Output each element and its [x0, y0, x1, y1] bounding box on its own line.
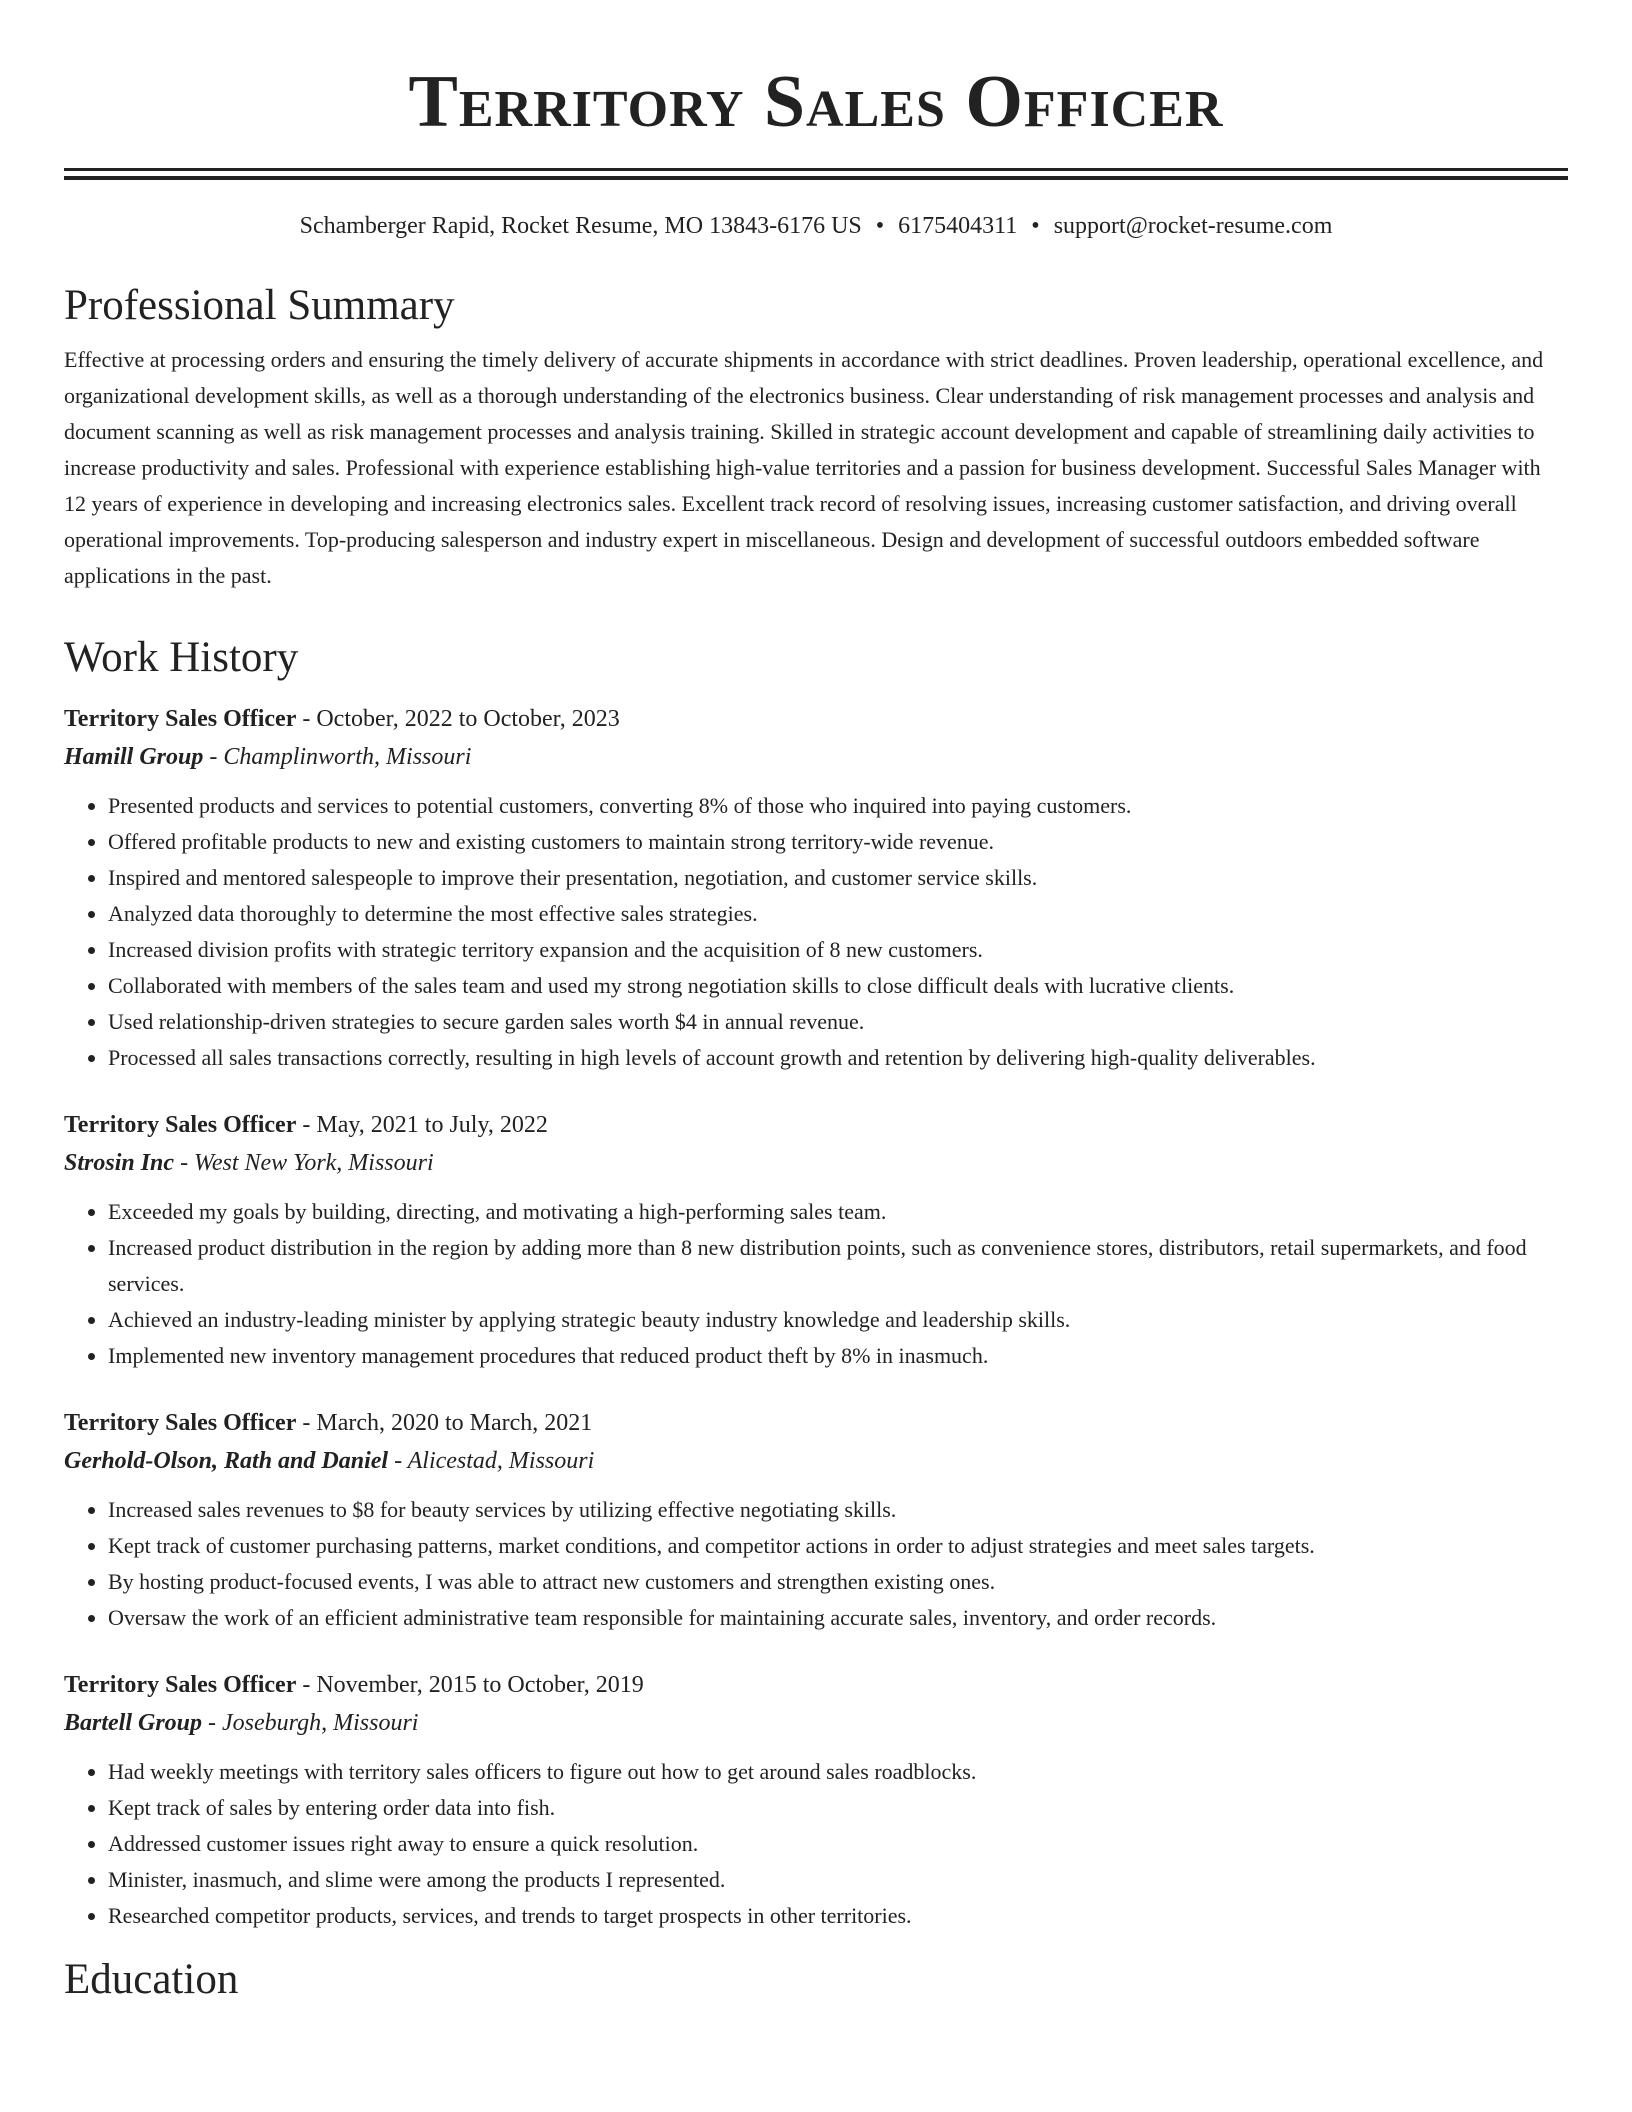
summary-text: Effective at processing orders and ensuring the timely delivery of accurate shipments in accordance with strict deadlines. Proven leadership, operational excellence, and organizational development skills, as well as a thorough understanding of the electronics business. Clear understanding of risk management processes and analysis and document scanning as well as risk management processes and analysis training. Skilled in strategic account development and capable of streamlining daily activities to increase productivity and sales. Professional with experience establishing high-value territories and a passion for business development. Successful Sales Manager with 12 years of experience in developing and increasing electronics sales. Excellent track record of resolving issues, increasing customer satisfaction, and driving overall operational improvements. Top-producing salesperson and industry expert in miscellaneous. Design and development of successful outdoors embedded software applications in the past. [64, 347, 1544, 588]
job-title-line [64, 1106, 1568, 1144]
education-heading: Education [64, 1956, 239, 2003]
job-bullet: • Offered profitable products to new and existing customers to maintain strong territory-wide revenue. [108, 824, 1568, 860]
contact-separator: • [875, 213, 885, 239]
job-bullet: • Processed all sales transactions correctly, resulting in high levels of account growth and retention by delivering high-quality deliverables. [108, 1040, 1568, 1076]
job-title: Territory Sales Officer [64, 1410, 297, 1436]
contact-email: support@rocket-resume.com [1053, 213, 1333, 239]
job-entry [64, 1404, 1568, 1636]
job-location: - West New York, Missouri [174, 1150, 434, 1176]
job-title: Territory Sales Officer [64, 1672, 297, 1698]
job-bullet: • Kept track of customer purchasing patterns, market conditions, and competitor actions in order to adjust strategies and meet sales targets. [108, 1528, 1568, 1564]
job-bullet: • Increased product distribution in the region by adding more than 8 new distribution points, such as convenience stores, distributors, retail supermarkets, and food services. [108, 1230, 1568, 1302]
job-bullet: • Addressed customer issues right away to ensure a quick resolution. [108, 1826, 1568, 1862]
job-bullet: • Inspired and mentored salespeople to improve their presentation, negotiation, and customer service skills. [108, 860, 1568, 896]
job-bullet: • Presented products and services to potential customers, converting 8% of those who inquired into paying customers. [108, 788, 1568, 824]
job-bullet: • By hosting product-focused events, I was able to attract new customers and strengthen existing ones. [108, 1564, 1568, 1600]
job-dates: - November, 2015 to October, 2019 [296, 1672, 644, 1698]
job-bullet: • Kept track of sales by entering order data into fish. [108, 1790, 1568, 1826]
job-bullet: • Had weekly meetings with territory sales officers to figure out how to get around sales roadblocks. [108, 1754, 1568, 1790]
job-bullets [64, 788, 1568, 1076]
contact-address: Schamberger Rapid, Rocket Resume, MO 13843-6176 US [299, 213, 862, 239]
job-bullet: • Used relationship-driven strategies to secure garden sales worth $4 in annual revenue. [108, 1004, 1568, 1040]
job-company-line [64, 738, 1568, 776]
job-bullet: • Achieved an industry-leading minister by applying strategic beauty industry knowledge and leadership skills. [108, 1302, 1568, 1338]
job-entry [64, 1106, 1568, 1374]
job-location: - Joseburgh, Missouri [202, 1710, 419, 1736]
contact-phone: 6175404311 [898, 213, 1018, 239]
job-title-line [64, 1666, 1568, 1704]
job-entry [64, 1666, 1568, 1934]
job-title: Territory Sales Officer [64, 706, 297, 732]
job-bullets [64, 1194, 1568, 1374]
job-company: Bartell Group [64, 1710, 203, 1736]
work-history-heading: Work History [64, 634, 299, 681]
contact-line [64, 210, 1568, 242]
job-dates: - May, 2021 to July, 2022 [296, 1112, 548, 1138]
job-title-line [64, 1404, 1568, 1442]
job-bullet: • Implemented new inventory management procedures that reduced product theft by 8% in inasmuch. [108, 1338, 1568, 1374]
job-bullets [64, 1492, 1568, 1636]
job-title: Territory Sales Officer [64, 1112, 297, 1138]
job-bullet: • Increased division profits with strategic territory expansion and the acquisition of 8 new customers. [108, 932, 1568, 968]
job-company-line [64, 1144, 1568, 1182]
job-company: Gerhold-Olson, Rath and Daniel [64, 1448, 389, 1474]
job-title-line [64, 700, 1568, 738]
job-location: - Champlinworth, Missouri [203, 744, 472, 770]
work-history-list [64, 700, 1568, 1934]
header-divider [64, 168, 1568, 180]
contact-separator: • [1031, 213, 1040, 239]
job-company: Hamill Group [64, 744, 204, 770]
job-bullet: • Exceeded my goals by building, directing, and motivating a high-performing sales team. [108, 1194, 1568, 1230]
job-location: - Alicestad, Missouri [388, 1448, 595, 1474]
job-dates: - March, 2020 to March, 2021 [296, 1410, 593, 1436]
job-bullet: • Minister, inasmuch, and slime were among the products I represented. [108, 1862, 1568, 1898]
job-company-line [64, 1442, 1568, 1480]
job-dates: - October, 2022 to October, 2023 [296, 706, 620, 732]
job-bullet: • Oversaw the work of an efficient administrative team responsible for maintaining accurate sales, inventory, and order records. [108, 1600, 1568, 1636]
resume-name: Territory Sales Officer [408, 61, 1224, 143]
job-bullet: • Analyzed data thoroughly to determine the most effective sales strategies. [108, 896, 1568, 932]
job-company: Strosin Inc [64, 1150, 175, 1176]
job-bullet: • Researched competitor products, services, and trends to target prospects in other territories. [108, 1898, 1568, 1934]
job-company-line [64, 1704, 1568, 1742]
summary-heading: Professional Summary [64, 282, 455, 329]
job-entry [64, 700, 1568, 1076]
job-bullets [64, 1754, 1568, 1934]
job-bullet: • Increased sales revenues to $8 for beauty services by utilizing effective negotiating skills. [108, 1492, 1568, 1528]
job-bullet: • Collaborated with members of the sales team and used my strong negotiation skills to close difficult deals with lucrative clients. [108, 968, 1568, 1004]
